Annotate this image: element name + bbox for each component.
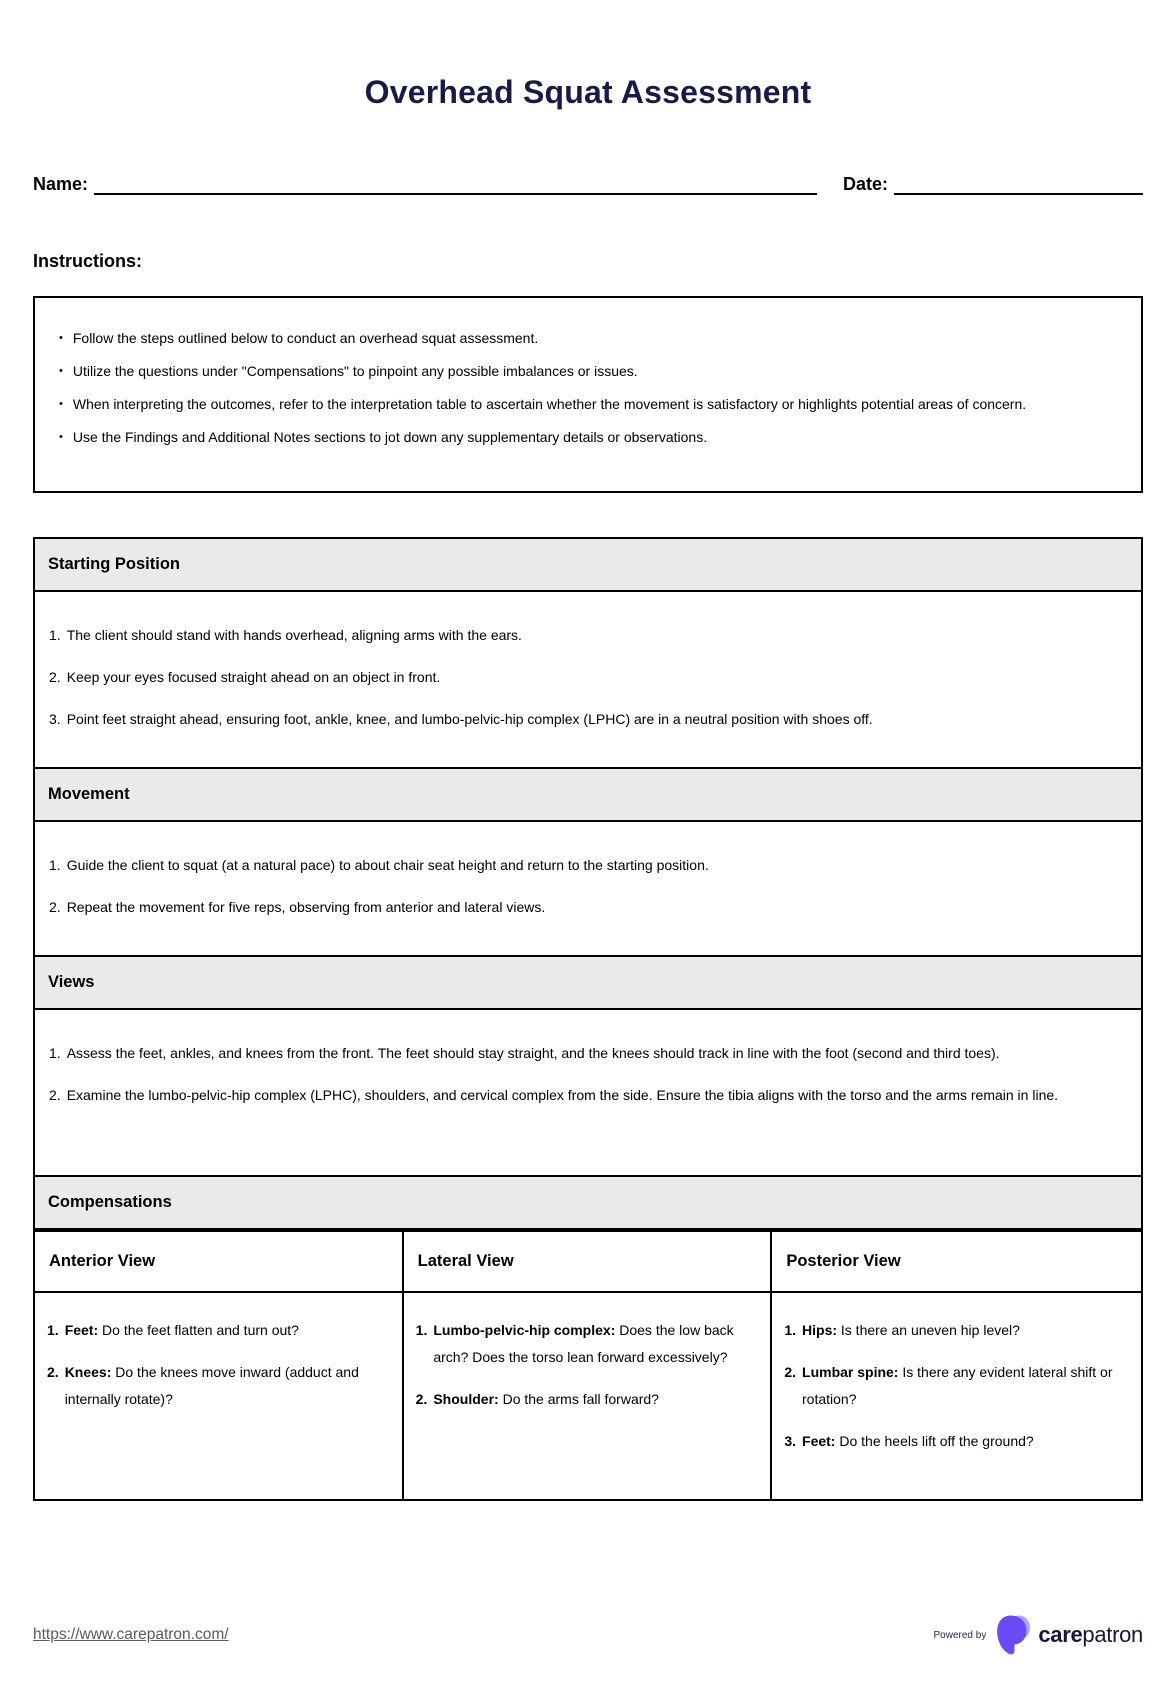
item-text: Hips: Is there an uneven hip level? [802, 1322, 1020, 1338]
name-label: Name: [33, 174, 89, 194]
comp-column-body [772, 1293, 1141, 1499]
section-header-label: Starting Position [48, 555, 180, 573]
item-text: The client should stand with hands overhead, aligning arms with the ears. [66, 627, 522, 643]
item-number: 1. [47, 1322, 59, 1338]
section-header [35, 767, 1141, 822]
comp-column-body [404, 1293, 771, 1457]
item-text: Repeat the movement for five reps, observing from anterior and lateral views. [66, 899, 546, 915]
section-header [35, 955, 1141, 1010]
powered-by-label: Powered by [933, 1629, 987, 1641]
date-group [843, 169, 1143, 195]
brand-word-care: care [1038, 1622, 1083, 1647]
page-title: Overhead Squat Assessment [364, 74, 812, 110]
brand-word-patron: patron [1082, 1622, 1143, 1647]
numbered-item [49, 706, 1127, 733]
instructions-heading: Instructions: [33, 251, 143, 271]
bullet-icon: • [59, 365, 63, 377]
numbered-item [49, 664, 1127, 691]
compensation-item [784, 1359, 1129, 1413]
instruction-bullet [53, 361, 1123, 381]
bullet-text: Use the Findings and Additional Notes sections to jot down any supplementary details or observations. [72, 429, 708, 445]
item-text: Knees: Do the knees move inward (adduct and internally rotate)? [64, 1364, 359, 1407]
numbered-item [49, 1082, 1127, 1109]
comp-column-anterior-view [35, 1232, 404, 1499]
name-date-row [33, 169, 1143, 195]
carepatron-url-link[interactable]: https://www.carepatron.com/ [33, 1626, 229, 1643]
comp-column-posterior-view [772, 1232, 1141, 1499]
item-label: Feet: [64, 1322, 103, 1338]
document-page [0, 74, 1176, 1501]
compensation-item [784, 1428, 1129, 1455]
comp-column-body [35, 1293, 402, 1457]
item-label: Knees: [64, 1364, 116, 1380]
item-label: Lumbo-pelvic-hip complex: [433, 1322, 620, 1338]
item-number: 3. [784, 1433, 797, 1449]
item-text: Lumbo-pelvic-hip complex: Does the low back arch? Does the torso lean forward excessively? [433, 1322, 734, 1365]
compensations-grid [35, 1230, 1141, 1499]
item-label: Shoulder: [433, 1391, 503, 1407]
item-number: 3. [49, 711, 61, 727]
compensation-item [47, 1317, 390, 1344]
item-text: Assess the feet, ankles, and knees from the front. The feet should stay straight, and the knees should track in line with the foot (second and third toes). [66, 1045, 1000, 1061]
compensation-item [784, 1317, 1129, 1344]
item-text: Guide the client to squat (at a natural pace) to about chair seat height and return to the starting position. [66, 857, 709, 873]
item-number: 2. [415, 1391, 428, 1407]
section-views [35, 955, 1141, 1175]
item-label: Lumbar spine: [802, 1364, 903, 1380]
item-text: Examine the lumbo-pelvic-hip complex (LPHC), shoulders, and cervical complex from the side. Ensure the tibia aligns with the torso and the arms remain in line. [66, 1087, 1059, 1103]
item-label: Hips: [802, 1322, 841, 1338]
name-field-line[interactable] [94, 169, 817, 195]
item-number: 2. [49, 669, 61, 685]
section-starting-position [35, 539, 1141, 767]
section-header-label: Views [48, 973, 95, 991]
numbered-item [49, 894, 1127, 921]
item-number: 1. [49, 857, 61, 873]
powered-by-brand [934, 1614, 1143, 1656]
item-number: 1. [49, 627, 61, 643]
bullet-icon: • [59, 332, 63, 344]
brand-wordmark [1038, 1622, 1143, 1648]
comp-column-lateral-view [404, 1232, 773, 1499]
date-label: Date: [843, 174, 889, 194]
instructions-box [33, 296, 1143, 493]
item-number: 2. [47, 1364, 59, 1380]
section-header [35, 539, 1141, 592]
section-body [35, 822, 1141, 955]
section-movement [35, 767, 1141, 955]
page-footer [33, 1614, 1143, 1656]
instructions-list [53, 328, 1123, 447]
bullet-text: When interpreting the outcomes, refer to the interpretation table to ascertain whether the movement is satisfactory or highlights potential areas of concern. [72, 396, 1027, 412]
instruction-bullet [53, 394, 1123, 414]
item-number: 2. [49, 1087, 61, 1103]
item-text: Feet: Do the heels lift off the ground? [802, 1433, 1034, 1449]
compensation-item [416, 1317, 759, 1371]
compensations-header [35, 1175, 1141, 1230]
compensation-item [416, 1386, 759, 1413]
item-label: Feet: [802, 1433, 840, 1449]
carepatron-logo-icon [995, 1614, 1031, 1656]
item-number: 1. [784, 1322, 797, 1338]
section-compensations [35, 1175, 1141, 1499]
item-number: 2. [784, 1364, 797, 1380]
compensation-item [47, 1359, 390, 1413]
date-field-line[interactable] [894, 169, 1143, 195]
item-text: Keep your eyes focused straight ahead on an object in front. [66, 669, 441, 685]
section-body [35, 1010, 1141, 1175]
bullet-text: Utilize the questions under "Compensations" to pinpoint any possible imbalances or issues. [72, 363, 638, 379]
item-number: 2. [49, 899, 61, 915]
comp-column-title: Anterior View [35, 1232, 402, 1293]
item-text: Feet: Do the feet flatten and turn out? [64, 1322, 299, 1338]
numbered-item [49, 622, 1127, 649]
numbered-item [49, 1040, 1127, 1067]
item-number: 1. [49, 1045, 61, 1061]
section-header-label: Movement [48, 785, 130, 803]
item-text: Point feet straight ahead, ensuring foot, ankle, knee, and lumbo-pelvic-hip complex (LPHC) are in a neutral position with shoes off. [66, 711, 873, 727]
section-body [35, 592, 1141, 767]
item-text: Lumbar spine: Is there any evident lateral shift or rotation? [802, 1364, 1113, 1407]
instruction-bullet [53, 427, 1123, 447]
item-text: Shoulder: Do the arms fall forward? [433, 1391, 659, 1407]
comp-column-title: Lateral View [404, 1232, 771, 1293]
instruction-bullet [53, 328, 1123, 348]
comp-column-title: Posterior View [772, 1232, 1141, 1293]
item-number: 1. [415, 1322, 428, 1338]
section-header-label: Compensations [48, 1193, 172, 1211]
bullet-icon: • [59, 431, 63, 443]
bullet-icon: • [59, 398, 63, 410]
bullet-text: Follow the steps outlined below to conduct an overhead squat assessment. [72, 330, 539, 346]
assessment-table [33, 537, 1143, 1501]
numbered-item [49, 852, 1127, 879]
